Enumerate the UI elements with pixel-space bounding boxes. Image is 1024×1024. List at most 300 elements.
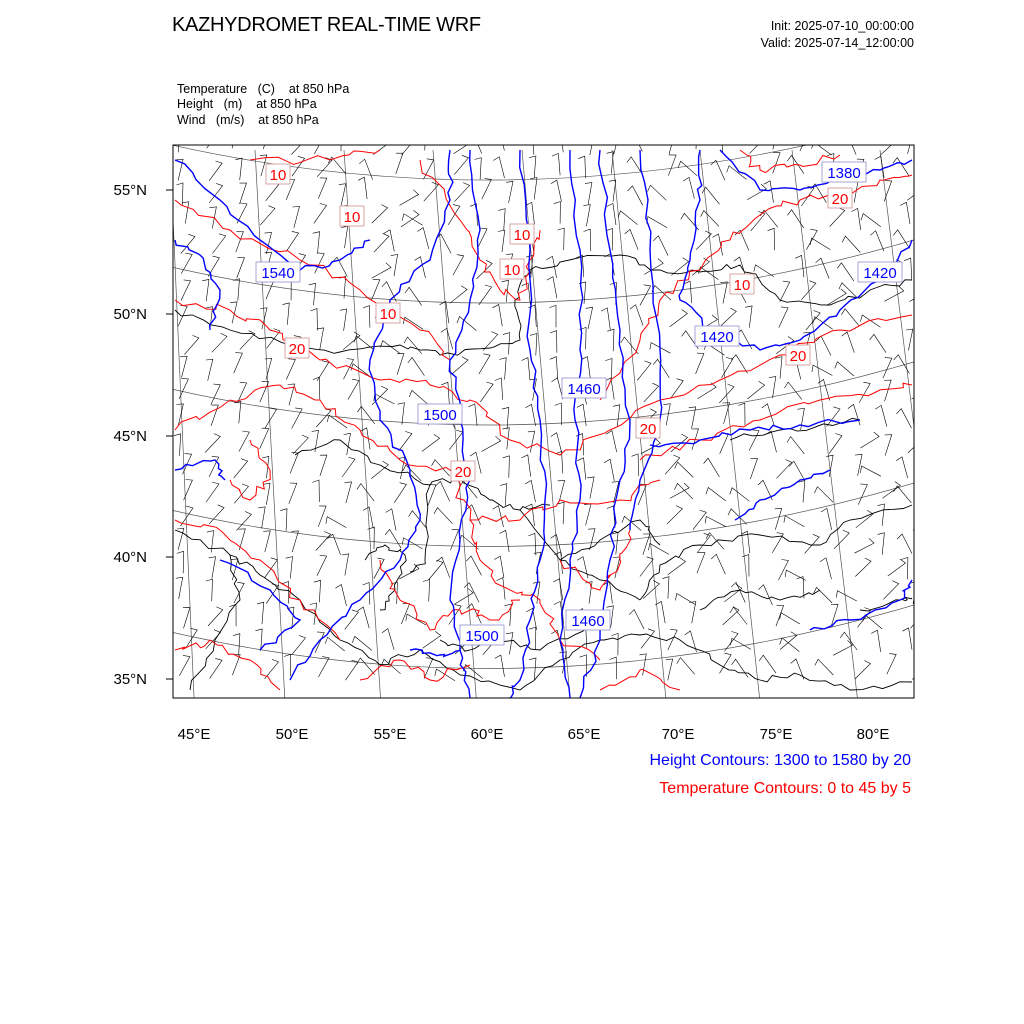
wind-barb <box>529 627 536 649</box>
wind-barb <box>317 555 327 576</box>
temperature-contour <box>175 300 912 455</box>
field-name: Height <box>177 97 214 111</box>
wind-barb <box>398 403 405 425</box>
wind-barb <box>705 516 726 526</box>
wind-barb <box>493 305 503 327</box>
wind-barb <box>816 258 830 279</box>
wind-barb <box>628 186 643 205</box>
wind-barb <box>206 579 213 601</box>
wind-barb <box>424 658 433 679</box>
valid-time: Valid: 2025-07-14_12:00:00 <box>760 36 914 50</box>
wind-barb <box>551 433 562 454</box>
wind-barb <box>870 231 884 251</box>
lat-tick: 45°N <box>113 428 147 445</box>
wind-barb <box>878 533 885 555</box>
wind-barb <box>317 361 329 381</box>
wind-barb <box>675 594 695 605</box>
svg-text:10: 10 <box>379 306 397 323</box>
field-level: at 850 hPa <box>256 97 317 111</box>
wind-barb <box>812 142 832 155</box>
height-contour <box>175 240 220 330</box>
wind-barb <box>210 658 223 678</box>
wind-barb <box>496 578 505 600</box>
height-label <box>822 162 866 182</box>
wind-barb <box>859 382 870 402</box>
wind-barb <box>399 564 419 579</box>
wind-barb <box>577 404 586 426</box>
wind-barb <box>601 308 610 330</box>
wind-barb <box>182 202 189 224</box>
height-contour <box>630 150 662 530</box>
wind-barb <box>237 511 252 530</box>
temperature-label <box>285 338 309 358</box>
wind-barb <box>628 132 643 152</box>
wind-barb <box>609 180 616 202</box>
lat-tick: 35°N <box>113 671 147 688</box>
wind-barb <box>477 228 487 249</box>
wind-barb <box>810 238 830 250</box>
wind-barb <box>644 259 663 275</box>
height-label <box>562 378 606 398</box>
wind-barb <box>342 457 355 477</box>
wind-barb <box>292 156 305 176</box>
wind-barb <box>260 428 269 449</box>
wind-barb <box>684 281 692 303</box>
wind-barb <box>403 465 421 481</box>
wind-barb <box>450 529 458 550</box>
wind-barb <box>647 217 668 228</box>
wind-barb <box>391 255 398 277</box>
wind-barb <box>394 483 406 503</box>
wind-barb <box>482 179 492 200</box>
temperature-label <box>828 188 852 208</box>
wind-barb <box>284 654 291 676</box>
lat-tick: 55°N <box>113 182 147 199</box>
wind-barb <box>206 482 219 502</box>
height-label <box>256 262 300 282</box>
wind-barb <box>479 354 490 374</box>
lat-tick: 50°N <box>113 306 147 323</box>
wind-barb <box>842 134 856 154</box>
wind-barb <box>860 432 879 448</box>
wind-barb <box>402 214 422 225</box>
wind-barb <box>893 158 909 177</box>
wind-barb <box>665 455 680 474</box>
wind-barb <box>653 236 668 256</box>
wind-barb <box>454 588 473 604</box>
wind-barb <box>911 609 925 628</box>
wind-barb <box>381 341 401 354</box>
lon-tick: 65°E <box>567 726 601 743</box>
svg-text:1500: 1500 <box>423 407 457 424</box>
wind-barb <box>643 534 650 555</box>
wind-barb <box>315 632 324 653</box>
wind-barb <box>914 310 922 331</box>
wind-barb <box>239 431 249 452</box>
wind-barb <box>587 477 594 499</box>
wind-barb <box>422 434 440 451</box>
wind-barb <box>401 210 419 227</box>
temperature-label <box>500 259 524 279</box>
wind-barb <box>860 315 880 327</box>
wind-barb <box>902 628 912 650</box>
wind-barb <box>848 404 860 425</box>
wind-barb <box>678 161 697 176</box>
svg-text:1380: 1380 <box>827 165 861 182</box>
wind-barb <box>382 629 394 650</box>
wind-barb <box>550 357 558 379</box>
wind-barb <box>286 359 295 380</box>
field-name: Temperature <box>177 82 248 96</box>
wind-barb <box>732 659 749 677</box>
wind-barb <box>320 455 327 476</box>
wind-barb <box>207 531 214 553</box>
wind-barb <box>234 353 243 374</box>
wind-barb <box>314 134 325 154</box>
wind-barb <box>778 560 788 581</box>
wind-barb <box>522 455 531 477</box>
wind-barb <box>820 558 831 579</box>
wind-barb <box>724 584 741 601</box>
wind-barb <box>610 657 617 679</box>
meridian-line <box>789 150 860 720</box>
wind-barb <box>318 506 326 527</box>
wind-barb <box>884 380 891 401</box>
wind-barb <box>885 435 892 456</box>
wind-barb <box>230 302 237 323</box>
wind-barb <box>730 488 750 502</box>
border-line <box>640 505 912 600</box>
lon-tick: 70°E <box>661 726 695 743</box>
wind-barb <box>798 408 805 430</box>
wind-barb <box>720 308 736 326</box>
wind-barb <box>180 356 187 377</box>
border-line <box>700 590 820 610</box>
wind-barb <box>502 428 509 450</box>
height-label <box>695 326 739 346</box>
wind-barb <box>399 431 412 451</box>
wind-barb <box>776 605 784 626</box>
wind-barb <box>423 580 430 602</box>
wind-barb <box>677 658 695 675</box>
lon-tick: 50°E <box>275 726 309 743</box>
wind-barb <box>448 205 460 225</box>
wind-barb <box>780 281 790 302</box>
wind-barb <box>292 408 302 429</box>
temperature-contour <box>175 385 660 521</box>
wind-barb <box>503 456 510 478</box>
wind-barb <box>309 283 316 305</box>
wind-barb <box>913 510 922 531</box>
temperature-label <box>376 303 400 323</box>
wind-barb <box>697 552 705 573</box>
wind-barb <box>769 377 776 399</box>
wind-barb <box>630 305 643 326</box>
wind-barb <box>506 633 513 655</box>
wind-barb <box>403 317 423 329</box>
height-label <box>418 404 462 424</box>
wind-barb <box>179 655 190 676</box>
page-title: KAZHYDROMET REAL-TIME WRF <box>172 14 481 36</box>
wind-barb <box>585 183 592 205</box>
wind-barb <box>690 127 697 149</box>
wind-barb <box>555 403 562 425</box>
wind-barb <box>314 203 327 223</box>
wind-barb <box>502 407 509 429</box>
temperature-label <box>510 224 534 244</box>
wind-barb <box>883 358 892 379</box>
wind-barb <box>549 305 556 327</box>
wind-barb <box>837 263 854 281</box>
wind-barb <box>621 337 639 354</box>
wind-barb <box>528 533 536 555</box>
wind-barb <box>557 502 564 524</box>
wind-barb <box>467 505 481 525</box>
wind-barb <box>372 279 380 300</box>
wind-barb <box>812 365 833 375</box>
svg-text:1500: 1500 <box>465 628 499 645</box>
temperature-label <box>340 206 364 226</box>
wind-barb <box>415 257 426 278</box>
wind-barb <box>875 405 886 426</box>
height-contour <box>220 560 300 650</box>
wind-barb <box>386 509 396 531</box>
wind-barb <box>213 234 226 254</box>
wind-barb <box>787 437 804 454</box>
wind-barb <box>641 629 655 649</box>
wind-barb <box>464 583 479 603</box>
wind-barb <box>233 279 240 301</box>
wind-barb <box>404 337 422 354</box>
wind-barb <box>884 286 903 301</box>
wind-barb <box>525 404 535 426</box>
wind-barb <box>841 309 859 326</box>
lon-tick: 55°E <box>373 726 407 743</box>
wind-barb <box>209 456 219 477</box>
wind-barb <box>625 229 639 249</box>
wind-barb <box>580 655 587 677</box>
wind-barb <box>357 658 375 675</box>
wind-barb <box>374 394 395 404</box>
wind-barb <box>772 533 783 553</box>
wind-barb <box>613 405 620 427</box>
wind-barb <box>685 631 697 652</box>
wind-barb <box>183 607 190 628</box>
border-line <box>410 485 430 572</box>
wind-barb <box>900 202 910 224</box>
wind-barb <box>419 128 426 150</box>
wind-barb <box>455 183 470 202</box>
wind-barb <box>451 357 468 375</box>
wind-barb <box>834 530 849 549</box>
svg-text:10: 10 <box>269 167 287 184</box>
wind-barb <box>529 156 536 178</box>
wind-barb <box>459 535 478 549</box>
wind-barb <box>363 306 370 328</box>
wind-barb <box>704 458 720 477</box>
wind-barb <box>345 482 352 503</box>
wind-barb <box>629 610 644 630</box>
wind-barb <box>202 279 209 301</box>
wind-barb <box>789 461 804 480</box>
meridian-line <box>344 150 382 720</box>
wind-barb <box>440 302 449 324</box>
wind-barb <box>495 378 503 400</box>
wind-barb <box>406 614 426 625</box>
wind-barb <box>358 177 367 199</box>
wind-barb <box>372 263 391 278</box>
temperature-contour <box>175 200 450 360</box>
border-line <box>295 440 550 510</box>
wind-barb <box>888 559 906 576</box>
wind-barb <box>883 482 901 499</box>
wind-barb <box>748 381 765 399</box>
wind-barb <box>764 181 774 203</box>
wind-barb <box>813 587 832 603</box>
wind-barb <box>750 135 765 154</box>
wind-barb <box>842 332 855 353</box>
wind-barb <box>530 379 537 401</box>
wind-barb <box>668 558 686 575</box>
wind-barb <box>780 613 800 624</box>
wind-barb <box>205 434 220 453</box>
wind-barb <box>577 458 586 480</box>
wind-barb <box>283 303 290 325</box>
svg-text:20: 20 <box>288 341 306 358</box>
border-line <box>560 634 912 690</box>
wind-barb <box>211 405 218 426</box>
wind-barb <box>402 538 422 549</box>
wind-barb <box>357 484 374 502</box>
wind-barb <box>528 431 535 453</box>
wind-barb <box>555 130 564 152</box>
wind-barb <box>318 657 329 677</box>
height-contour <box>175 460 225 480</box>
wind-barb <box>240 183 247 204</box>
wind-barb <box>689 602 696 624</box>
lat-tick: 40°N <box>113 549 147 566</box>
wind-barb <box>780 632 797 650</box>
wind-barb <box>693 510 706 530</box>
field-unit: (m) <box>223 97 243 111</box>
svg-text:20: 20 <box>789 348 807 365</box>
wind-barb <box>499 358 506 380</box>
wind-barb <box>581 357 590 379</box>
height-label <box>566 610 610 630</box>
wind-barb <box>454 155 468 174</box>
wind-barb <box>720 433 729 454</box>
wind-barb <box>176 577 183 599</box>
wind-barb <box>498 230 505 252</box>
wind-barb <box>773 153 780 174</box>
wind-barb <box>749 430 759 451</box>
wind-barb <box>292 531 299 552</box>
wind-barb <box>526 133 534 155</box>
svg-text:10: 10 <box>513 227 531 244</box>
wind-barb <box>358 607 370 628</box>
svg-text:1460: 1460 <box>567 381 601 398</box>
wind-barb <box>265 408 277 428</box>
lat-tick-marks <box>166 190 173 679</box>
field-name: Wind <box>177 113 206 127</box>
wind-barb <box>880 137 896 155</box>
wind-barb <box>289 483 297 504</box>
wind-barb <box>775 509 782 530</box>
wind-barb <box>409 390 428 404</box>
wind-barb <box>396 153 403 174</box>
wind-barb <box>745 306 752 328</box>
wind-barb <box>340 309 347 331</box>
wind-barb <box>683 177 694 198</box>
wind-barb <box>235 158 242 180</box>
wind-barb <box>558 480 565 501</box>
wind-barb <box>526 608 536 630</box>
wind-barb <box>696 353 704 374</box>
wind-barb <box>662 577 669 599</box>
wind-barb <box>260 206 275 225</box>
wind-barb <box>208 256 219 276</box>
wind-barb <box>855 558 871 577</box>
wind-barb <box>384 230 394 252</box>
wind-barb <box>731 638 751 649</box>
wind-barb <box>723 607 739 625</box>
wind-barb <box>558 228 565 250</box>
wind-barb <box>871 630 881 652</box>
wind-barb <box>436 234 451 253</box>
wind-barb <box>525 481 535 503</box>
wind-barb <box>286 231 298 251</box>
wind-barb <box>500 530 510 552</box>
wind-barb <box>896 457 908 478</box>
wind-barb <box>806 229 817 250</box>
wind-barb <box>316 532 331 551</box>
border-line <box>560 520 660 560</box>
wind-barb <box>435 481 450 501</box>
wind-barb <box>798 481 805 503</box>
wind-barb <box>870 334 886 352</box>
wind-barb <box>587 134 594 156</box>
wind-barb <box>728 509 747 525</box>
temperature-contour <box>175 520 340 640</box>
wind-barb <box>441 382 449 404</box>
wind-barb <box>550 331 557 353</box>
wind-barb <box>292 635 306 655</box>
wind-barb <box>335 585 346 606</box>
wind-barb <box>479 285 492 305</box>
field-unit: (m/s) <box>215 113 245 127</box>
wind-barb <box>493 506 504 527</box>
svg-text:1540: 1540 <box>261 265 295 282</box>
wind-barb <box>777 460 792 479</box>
wind-barb <box>779 307 788 328</box>
svg-text:1420: 1420 <box>863 265 897 282</box>
temperature-contour <box>230 440 270 500</box>
wind-barb <box>382 282 397 302</box>
wind-barb <box>896 409 911 428</box>
wind-barb <box>875 156 885 178</box>
wind-barb <box>293 207 300 228</box>
wind-barb <box>830 208 845 227</box>
wind-barb <box>618 211 638 225</box>
wind-barb <box>313 377 320 399</box>
wind-barb <box>206 359 213 380</box>
wind-barb <box>312 480 319 502</box>
country-borders <box>175 255 912 690</box>
wind-barb <box>758 585 772 605</box>
wind-barb <box>368 527 375 549</box>
wind-barb <box>577 557 588 578</box>
wind-barb <box>552 153 560 175</box>
